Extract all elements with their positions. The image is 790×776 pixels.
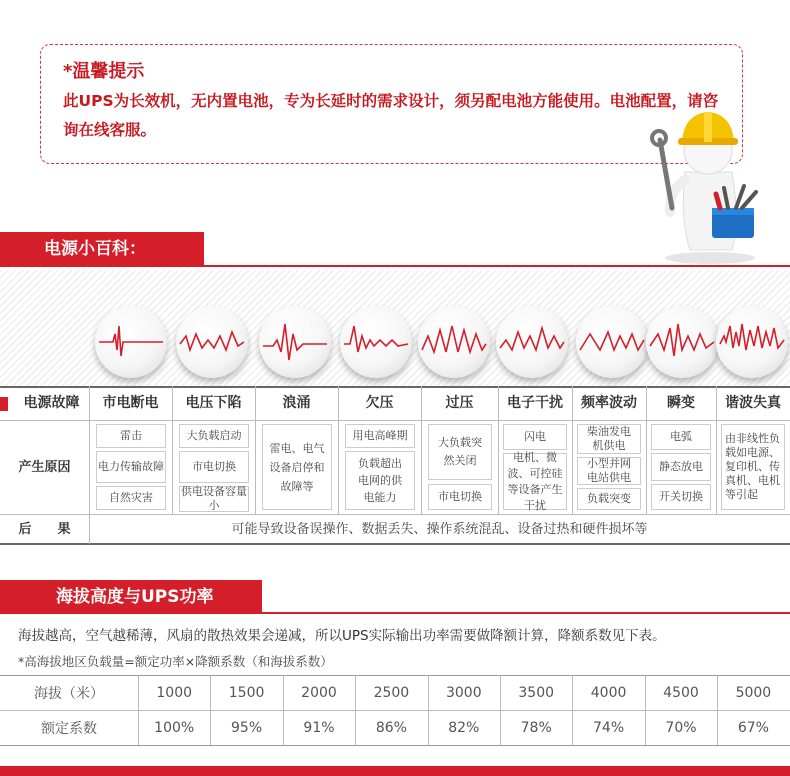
cause-cell: 由非线性负载如电源、复印机、传真机、电机等引起 — [721, 424, 785, 510]
cause-cell: 市电切换 — [428, 484, 492, 510]
factor-value: 74% — [593, 719, 625, 736]
waveform-orb-surge — [259, 306, 331, 378]
cause-cell: 柴油发电机供电 — [577, 424, 641, 454]
altitude-value: 4000 — [590, 684, 627, 701]
table2-border — [0, 745, 790, 746]
col-header: 过压 — [445, 394, 474, 411]
altitude-value: 5000 — [735, 684, 772, 701]
factor-label: 额定系数 — [41, 720, 97, 737]
cause-cell: 负载超出电网的供电能力 — [345, 451, 415, 510]
altitude-label: 海拔（米） — [34, 685, 104, 702]
row-label-result: 后 果 — [18, 521, 71, 537]
fault-row-marker — [0, 397, 8, 411]
altitude-value: 1000 — [156, 684, 193, 701]
col-header: 瞬变 — [667, 394, 695, 411]
col-header: 谐波失真 — [725, 394, 781, 411]
cause-cell: 雷击 — [96, 424, 166, 448]
cause-cell: 雷电、电气设备启停和故障等 — [262, 424, 332, 510]
factor-value: 91% — [303, 719, 335, 736]
cause-cell: 电力传输故障 — [96, 451, 166, 483]
factor-value: 86% — [375, 719, 407, 736]
cause-cell: 闪电 — [503, 424, 567, 450]
section-header-altitude: 海拔高度与UPS功率 — [0, 580, 262, 614]
result-text: 可能导致设备误操作、数据丢失、操作系统混乱、设备过热和硬件损坏等 — [231, 521, 648, 537]
cause-cell: 小型并网电站供电 — [577, 457, 641, 485]
section-divider — [0, 265, 790, 267]
tip-box — [40, 44, 743, 164]
repairman-illustration — [640, 100, 770, 265]
factor-value: 100% — [154, 719, 195, 736]
factor-value: 82% — [448, 719, 480, 736]
waveform-orb-voltage-sag — [176, 306, 248, 378]
altitude-value: 4500 — [663, 684, 699, 701]
col-header: 市电断电 — [102, 394, 159, 411]
table1-divider — [0, 420, 790, 421]
cause-cell: 市电切换 — [179, 451, 249, 483]
waveform-orb-electronic-interference — [496, 306, 568, 378]
col-header: 欠压 — [365, 394, 394, 411]
col-header: 浪涌 — [282, 394, 311, 411]
row-label-fault: 电源故障 — [23, 394, 80, 411]
cause-cell: 用电高峰期 — [345, 424, 415, 448]
altitude-value: 3000 — [445, 684, 482, 701]
waveform-orb-overvoltage — [418, 306, 490, 378]
section-header-encyclopedia: 电源小百科： — [0, 232, 204, 266]
section-divider — [0, 612, 790, 614]
cause-cell: 电弧 — [651, 424, 711, 450]
cause-cell: 大负载启动 — [179, 424, 249, 448]
cause-cell: 开关切换 — [651, 484, 711, 510]
factor-value: 95% — [231, 719, 263, 736]
waveform-orb-undervoltage — [340, 306, 412, 378]
altitude-value: 2500 — [373, 684, 410, 701]
tip-text: 此UPS为长效机，无内置电池，专为长延时的需求设计，须另配电池方能使用。电池配置，请咨询在线客服。 — [63, 92, 719, 139]
factor-value: 78% — [520, 719, 552, 736]
waveform-orb-power-outage — [95, 306, 167, 378]
altitude-formula: *高海拔地区负载量=额定功率×降额系数（和海拔系数） — [18, 654, 333, 669]
factor-value: 70% — [665, 719, 697, 736]
col-header: 电子干扰 — [507, 394, 563, 411]
cause-cell: 负载突变 — [577, 488, 641, 510]
altitude-value: 3500 — [518, 684, 555, 701]
altitude-value: 1500 — [228, 684, 265, 701]
factor-value: 67% — [737, 719, 769, 736]
waveform-orb-harmonic-distortion — [716, 306, 788, 378]
tip-title: *温馨提示 — [63, 61, 145, 82]
waveform-orb-frequency-fluctuation — [576, 306, 648, 378]
altitude-value: 2000 — [301, 684, 337, 701]
cause-cell: 大负载突然关闭 — [428, 424, 492, 480]
waveform-orb-transient — [646, 306, 718, 378]
row-label-cause: 产生原因 — [18, 459, 71, 475]
cause-cell: 电机、微波、可控硅等设备产生干扰 — [503, 453, 567, 510]
cause-cell: 自然灾害 — [96, 486, 166, 510]
bottom-bar — [0, 766, 790, 776]
col-header: 电压下陷 — [185, 394, 242, 411]
col-header: 频率波动 — [581, 394, 637, 411]
cause-cell: 静态放电 — [651, 453, 711, 481]
cause-cell: 供电设备容量小 — [181, 485, 247, 512]
altitude-paragraph: 海拔越高，空气越稀薄，风扇的散热效果会递减，所以UPS实际输出功率需要做降额计算，降额系数见下表。 — [18, 628, 666, 644]
